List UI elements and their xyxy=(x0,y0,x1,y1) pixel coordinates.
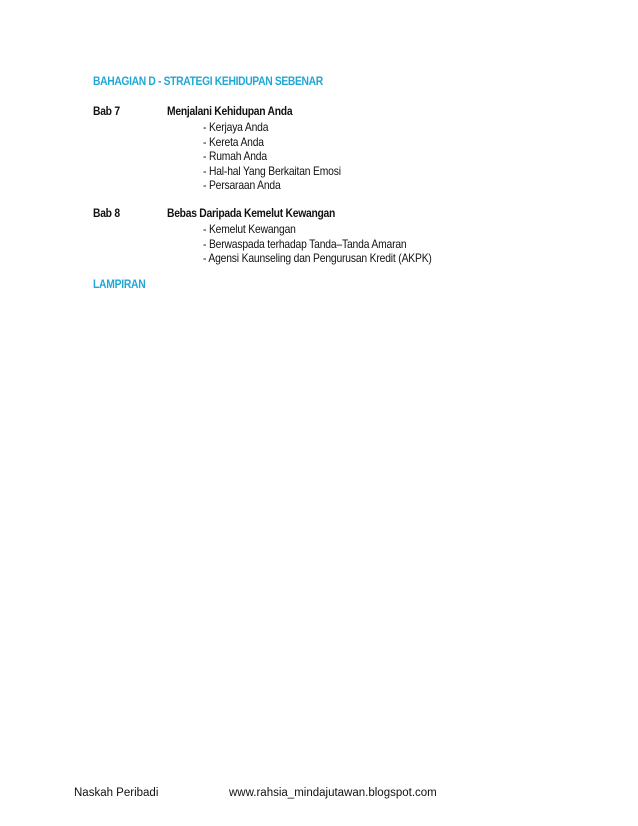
topic-list xyxy=(203,120,363,193)
chapter-label: Bab 7 xyxy=(93,104,120,118)
section-heading: BAHAGIAN D - STRATEGI KEHIDUPAN SEBENAR xyxy=(93,74,323,88)
chapter-label: Bab 8 xyxy=(93,206,120,220)
topic-item: - Rumah Anda xyxy=(203,149,267,163)
chapter-title: Menjalani Kehidupan Anda xyxy=(167,104,293,118)
footer-left-text: Naskah Peribadi xyxy=(74,787,159,799)
topic-list xyxy=(203,222,469,266)
topic-item: - Kemelut Kewangan xyxy=(203,222,296,236)
topic-item: - Persaraan Anda xyxy=(203,178,281,192)
footer-website: www.rahsia_mindajutawan.blogspot.com xyxy=(229,787,437,799)
appendix-heading: LAMPIRAN xyxy=(93,277,146,291)
chapter-title: Bebas Daripada Kemelut Kewangan xyxy=(167,206,336,220)
topic-item: - Hal-hal Yang Berkaitan Emosi xyxy=(203,163,341,178)
topic-item: - Kereta Anda xyxy=(203,134,264,149)
topic-item: - Agensi Kaunseling dan Pengurusan Kredit (AKPK) xyxy=(203,251,432,265)
topic-item: - Kerjaya Anda xyxy=(203,120,269,134)
topic-item: - Berwaspada terhadap Tanda–Tanda Amaran xyxy=(203,236,407,251)
